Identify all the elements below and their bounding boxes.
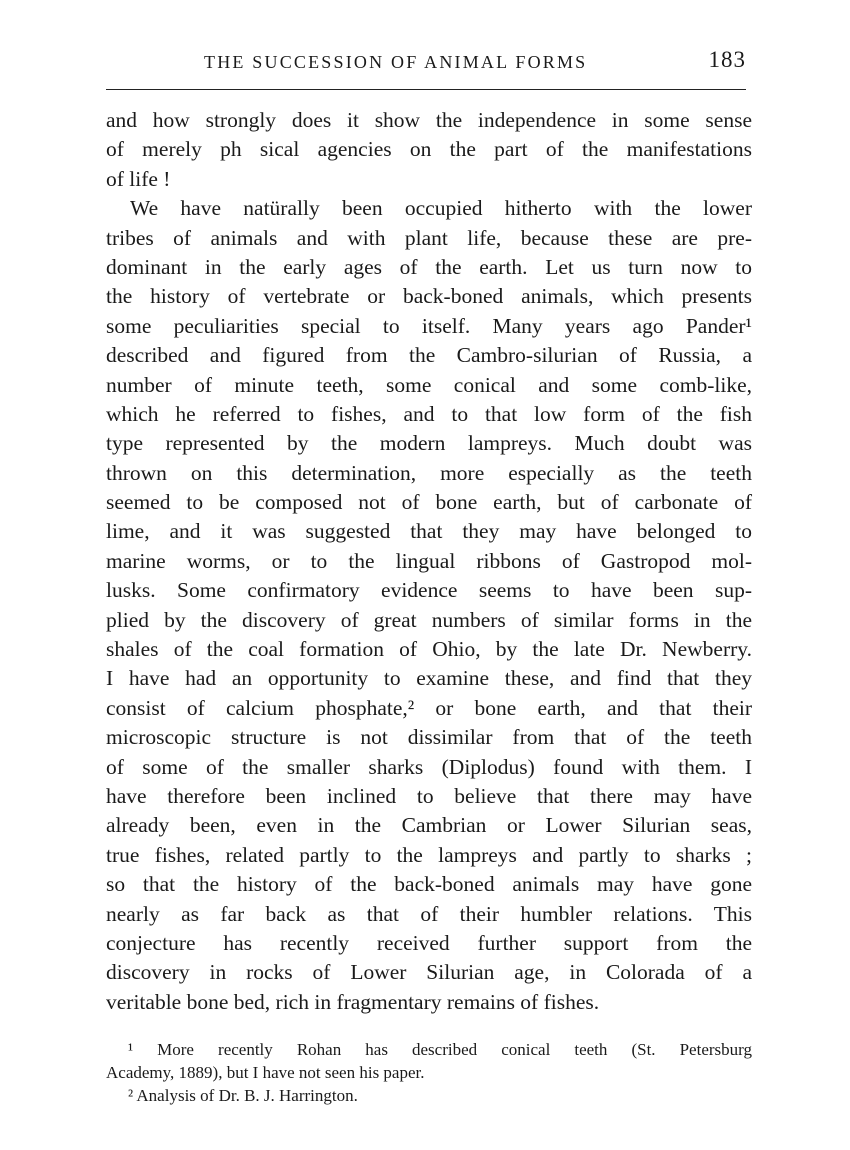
- text-line: We have natürally been occupied hitherto with the lower: [130, 196, 752, 221]
- text-line: I have had an opportunity to examine these, and find that they: [106, 666, 752, 691]
- text-line: the history of vertebrate or back-boned animals, which presents: [106, 284, 752, 309]
- text-line: microscopic structure is not dissimilar from that of the teeth: [106, 725, 752, 750]
- text-line: some peculiarities special to itself. Many years ago Pander¹: [106, 313, 752, 338]
- footnotes: [106, 1038, 752, 1107]
- footnote-2: ² Analysis of Dr. B. J. Harrington.: [128, 1086, 358, 1105]
- text-line: type represented by the modern lampreys. Much doubt was: [106, 431, 752, 456]
- text-line: discovery in rocks of Lower Silurian age, in Colorada of a: [106, 960, 752, 985]
- text-line: of some of the smaller sharks (Diplodus) found with them. I: [106, 754, 752, 779]
- text-line: of life !: [106, 166, 171, 191]
- text-line: nearly as far back as that of their humbler relations. This: [106, 901, 752, 926]
- text-line: of merely ph sical agencies on the part of the manifestations: [106, 137, 752, 162]
- running-head: [106, 44, 752, 74]
- text-line: marine worms, or to the lingual ribbons of Gastropod mol-: [106, 548, 752, 573]
- text-line: and how strongly does it show the independence in some sense: [106, 108, 752, 132]
- header-rule: [106, 89, 746, 90]
- footnote-1: ¹ More recently Rohan has described conical teeth (St. Petersburg: [128, 1040, 752, 1059]
- body-text: [106, 106, 752, 1017]
- text-line: consist of calcium phosphate,² or bone earth, and that their: [106, 695, 752, 720]
- text-line: lusks. Some confirmatory evidence seems to have been sup-: [106, 578, 752, 603]
- footnote-1-continued: Academy, 1889), but I have not seen his paper.: [106, 1063, 425, 1082]
- text-line: thrown on this determination, more especially as the teeth: [106, 460, 752, 485]
- text-line: have therefore been inclined to believe that there may have: [106, 783, 752, 808]
- text-line: veritable bone bed, rich in fragmentary remains of fishes.: [106, 989, 600, 1014]
- text-line: dominant in the early ages of the earth. Let us turn now to: [106, 254, 752, 279]
- text-line: shales of the coal formation of Ohio, by the late Dr. Newberry.: [106, 637, 752, 662]
- text-line: tribes of animals and with plant life, because these are pre-: [106, 225, 752, 250]
- text-line: lime, and it was suggested that they may have belonged to: [106, 519, 752, 544]
- page-number: 183: [708, 47, 746, 72]
- running-title: THE SUCCESSION OF ANIMAL FORMS: [204, 52, 588, 72]
- text-line: true fishes, related partly to the lampreys and partly to sharks ;: [106, 842, 752, 867]
- text-line: so that the history of the back-boned animals may have gone: [106, 872, 752, 897]
- text-line: seemed to be composed not of bone earth, but of carbonate of: [106, 490, 752, 515]
- text-line: plied by the discovery of great numbers of similar forms in the: [106, 607, 752, 632]
- text-line: number of minute teeth, some conical and some comb-like,: [106, 372, 752, 397]
- text-line: described and figured from the Cambro-silurian of Russia, a: [106, 343, 752, 368]
- text-line: which he referred to fishes, and to that low form of the fish: [106, 401, 752, 426]
- text-line: conjecture has recently received further support from the: [106, 930, 752, 955]
- text-line: already been, even in the Cambrian or Lower Silurian seas,: [106, 813, 752, 838]
